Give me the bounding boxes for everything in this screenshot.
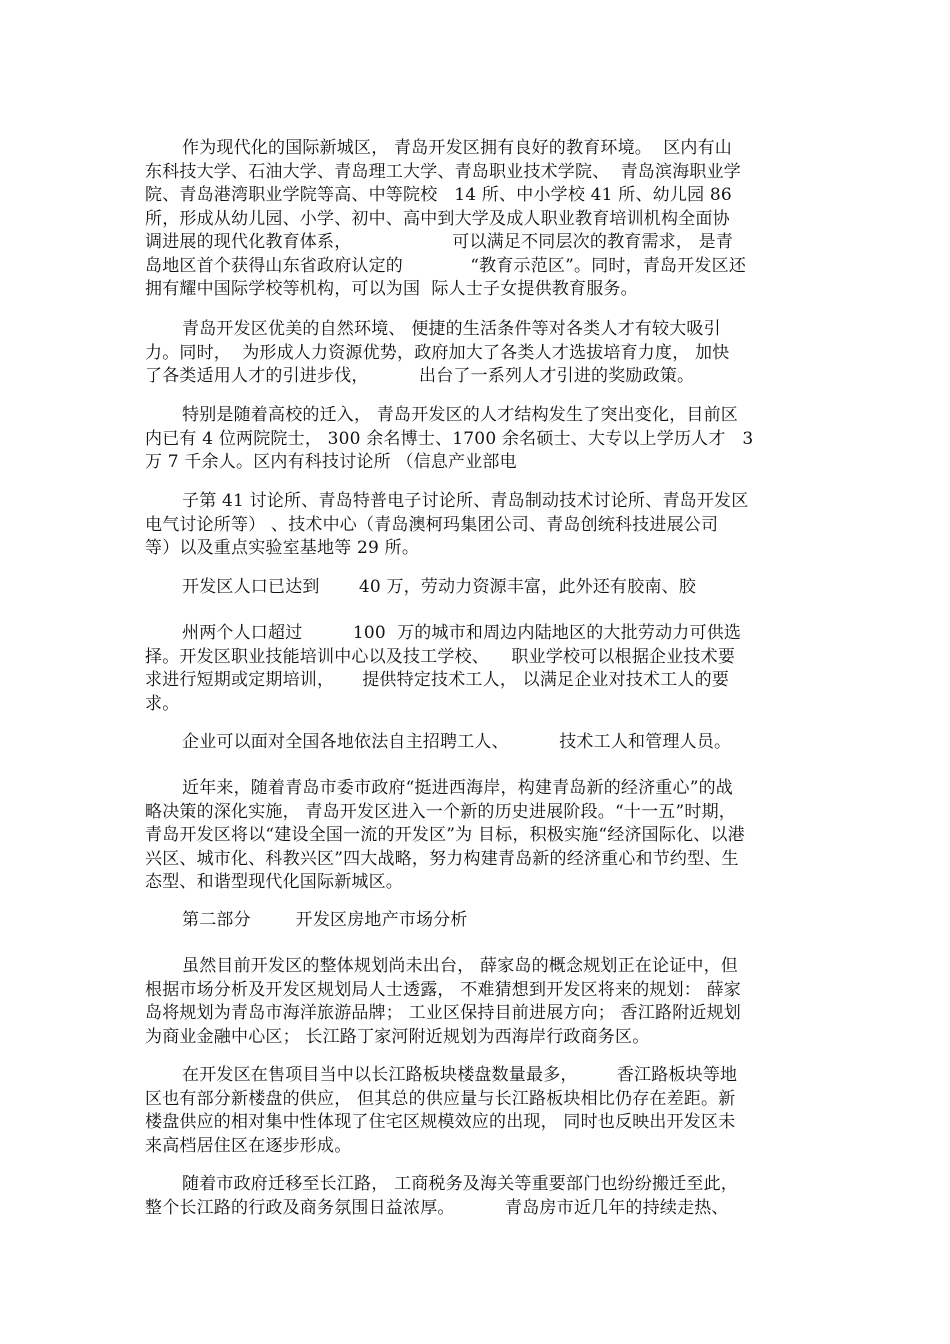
text-line: 等）以及重点实验室基地等 29 所。 (145, 538, 420, 558)
paragraph-research-institutes (145, 490, 810, 561)
text-line: 内已有 4 位两院院士， 300 余名博士、1700 余名硕士、大专以上学历人才 3 (145, 428, 754, 449)
text-line: 近年来，随着青岛市委市政府“挺进西海岸，构建青岛新的经济重心”的战 (182, 778, 733, 798)
text-line: 岛地区首个获得山东省政府认定的 “教育示范区”。同时，青岛开发区还 (145, 255, 747, 276)
paragraph-talent-structure (145, 404, 810, 475)
text-line: 略决策的深化实施， 青岛开发区进入一个新的历史进展阶段。“十一五”时期， (145, 801, 736, 822)
text-line: 拥有耀中国际学校等机构，可以为国 际人士子女提供教育服务。 (145, 279, 638, 299)
paragraph-development-strategy (145, 777, 810, 895)
text-line: 来高档居住区在逐步形成。 (145, 1135, 352, 1156)
paragraph-labor-force (145, 622, 810, 716)
text-line: 企业可以面对全国各地依法自主招聘工人、 技术工人和管理人员。 (182, 732, 732, 752)
text-line: 所，形成从幼儿园、小学、初中、高中到大学及成人职业教育培训机构全面协 (145, 208, 730, 229)
text-line: 力。同时， 为形成人力资源优势，政府加大了各类人才选拔培育力度， 加快 (145, 342, 730, 363)
text-line: 青岛开发区优美的自然环境、 便捷的生活条件等对各类人才有较大吸引 (182, 319, 721, 339)
paragraph-talent-attraction (145, 318, 810, 389)
text-line: 调进展的现代化教育体系， 可以满足不同层次的教育需求， 是青 (145, 232, 734, 252)
text-line: 作为现代化的国际新城区， 青岛开发区拥有良好的教育环境。 区内有山 (182, 138, 733, 158)
paragraph-population (145, 576, 810, 600)
text-line: 随着市政府迁移至长江路， 工商税务及海关等重要部门也纷纷搬迁至此， (182, 1174, 739, 1194)
paragraph-education (145, 137, 810, 302)
text-line: 万 7 千余人。区内有科技讨论所 （信息产业部电 (145, 452, 517, 472)
text-line: 青岛开发区将以“建设全国一流的开发区”为 目标，积极实施“经济国际化、以港 (145, 825, 745, 845)
text-line: 态型、和谐型现代化国际新城区。 (145, 872, 403, 892)
text-line: 求。 (145, 693, 180, 714)
text-line: 为商业金融中心区； 长江路丁家河附近规划为西海岸行政商务区。 (145, 1026, 650, 1047)
paragraph-planning (145, 955, 810, 1049)
text-line: 州两个人口超过 100 万的城市和周边内陆地区的大批劳动力可供选 (182, 623, 742, 643)
text-line: 根据市场分析及开发区规划局人士透露， 不难猜想到开发区将来的规划： 薛家 (145, 979, 742, 1000)
text-line: 子第 41 讨论所、青岛特普电子讨论所、青岛制动技术讨论所、青岛开发区 (182, 491, 749, 511)
paragraph-recruitment (145, 731, 810, 755)
section-title: 第二部分 开发区房地产市场分析 (182, 910, 468, 930)
text-line: 在开发区在售项目当中以长江路板块楼盘数量最多， 香江路板块等地 (182, 1065, 738, 1085)
text-line: 整个长江路的行政及商务氛围日益浓厚。 青岛房市近几年的持续走热、 (145, 1197, 729, 1218)
text-line: 院、青岛港湾职业学院等高、中等院校 14 所、中小学校 41 所、幼儿园 86 (145, 185, 732, 205)
text-line: 特别是随着高校的迁入， 青岛开发区的人才结构发生了突出变化，目前区 (182, 405, 739, 425)
text-line: 东科技大学、石油大学、青岛理工大学、青岛职业技术学院、 青岛滨海职业学 (145, 161, 742, 182)
text-line: 开发区人口已达到 40 万，劳动力资源丰富，此外还有胶南、胶 (182, 577, 697, 597)
paragraph-housing-supply (145, 1064, 810, 1158)
text-line: 电气讨论所等） 、技术中心（青岛澳柯玛集团公司、青岛创统科技进展公司 (145, 514, 719, 535)
section-heading (145, 909, 810, 933)
text-line: 求进行短期或定期培训， 提供特定技术工人， 以满足企业对技术工人的要 (145, 670, 730, 690)
paragraph-government-relocation (145, 1173, 810, 1220)
text-line: 虽然目前开发区的整体规划尚未出台， 薛家岛的概念规划正在论证中，但 (182, 956, 739, 976)
text-line: 了各类适用人才的引进步伐， 出台了一系列人才引进的奖励政策。 (145, 366, 695, 386)
text-line: 区也有部分新楼盘的供应， 但其总的供应量与长江路板块相比仍存在差距。新 (145, 1088, 736, 1109)
text-line: 岛将规划为青岛市海洋旅游品牌； 工业区保持目前进展方向； 香江路附近规划 (145, 1003, 742, 1023)
text-line: 楼盘供应的相对集中性体现了住宅区规模效应的出现， 同时也反映出开发区未 (145, 1112, 736, 1132)
text-line: 择。开发区职业技能培训中心以及技工学校、 职业学校可以根据企业技术要 (145, 646, 736, 667)
text-line: 兴区、城市化、科教兴区”四大战略，努力构建青岛新的经济重心和节约型、生 (145, 848, 739, 869)
